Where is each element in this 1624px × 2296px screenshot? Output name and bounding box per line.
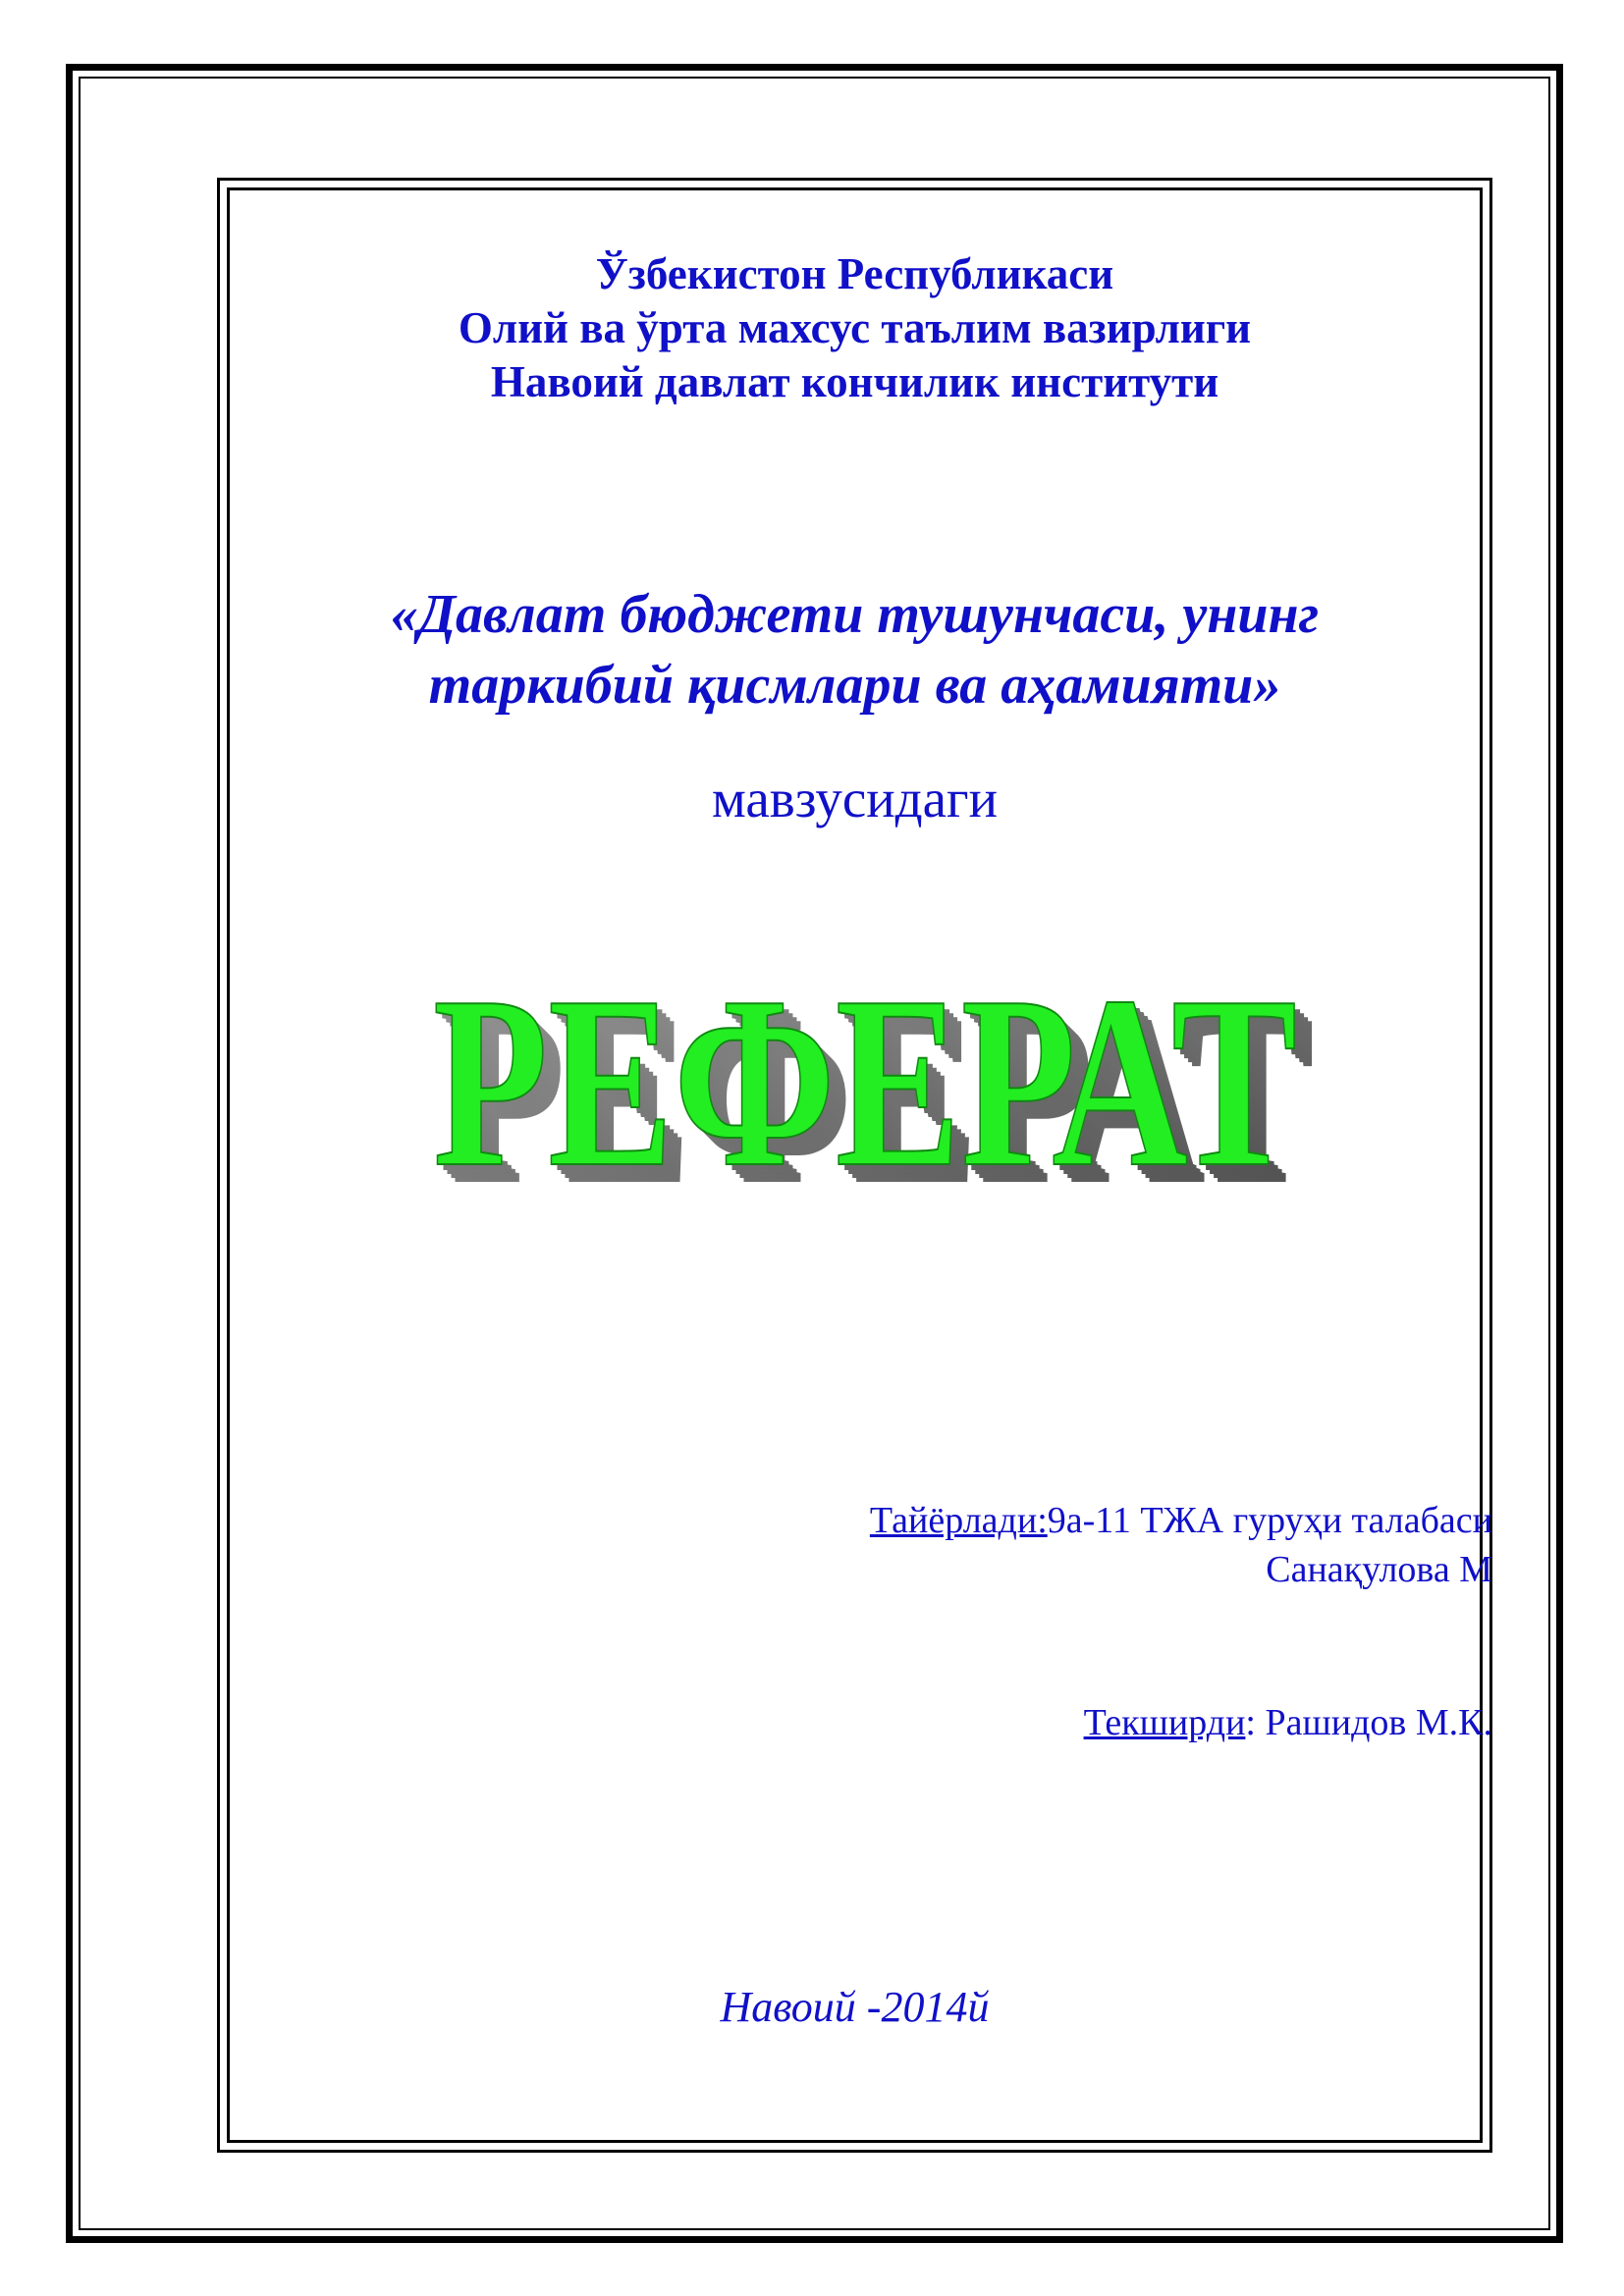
- prepared-by-label: Тайёрлади:: [869, 1500, 1048, 1541]
- subject-word: мавзусидаги: [711, 769, 999, 828]
- report-title-wordart: [413, 972, 1336, 1198]
- title-art-shadow-4: РЕФЕРАТ: [451, 972, 1315, 1198]
- supervisor-name: Рашидов М.К.: [1265, 1702, 1492, 1743]
- institution-header: [217, 247, 1492, 409]
- ministry-line: Олий ва ўрта махсус таълим вазирлиги: [458, 303, 1252, 352]
- student-group: 9а-11 ТЖА гуруҳи талабаси: [1047, 1500, 1492, 1541]
- title-art-shadow-1: РЕФЕРАТ: [439, 972, 1303, 1198]
- title-art-face: РЕФЕРАТ: [433, 972, 1297, 1198]
- prepared-by-line: [870, 1496, 1492, 1545]
- prepared-by-block: [870, 1496, 1492, 1594]
- checked-by-separator: :: [1245, 1702, 1266, 1743]
- checked-by-label: Текширди: [1083, 1702, 1246, 1743]
- topic-line-2: таркибий қисмлари ва аҳамияти»: [428, 655, 1281, 716]
- place-and-year: Навоий -2014й: [720, 1983, 990, 2031]
- country-line: Ўзбекистон Республикаси: [595, 249, 1114, 298]
- report-topic: [217, 579, 1492, 721]
- title-art-shadow-3: РЕФЕРАТ: [447, 972, 1311, 1198]
- title-art-shadow-2: РЕФЕРАТ: [443, 972, 1307, 1198]
- student-name: Санақулова М: [1266, 1549, 1492, 1590]
- topic-line-1: «Давлат бюджети тушунчаси, унинг: [390, 584, 1320, 645]
- institute-line: Навоий давлат кончилик институти: [490, 357, 1219, 406]
- checked-by-line: [1084, 1698, 1492, 1747]
